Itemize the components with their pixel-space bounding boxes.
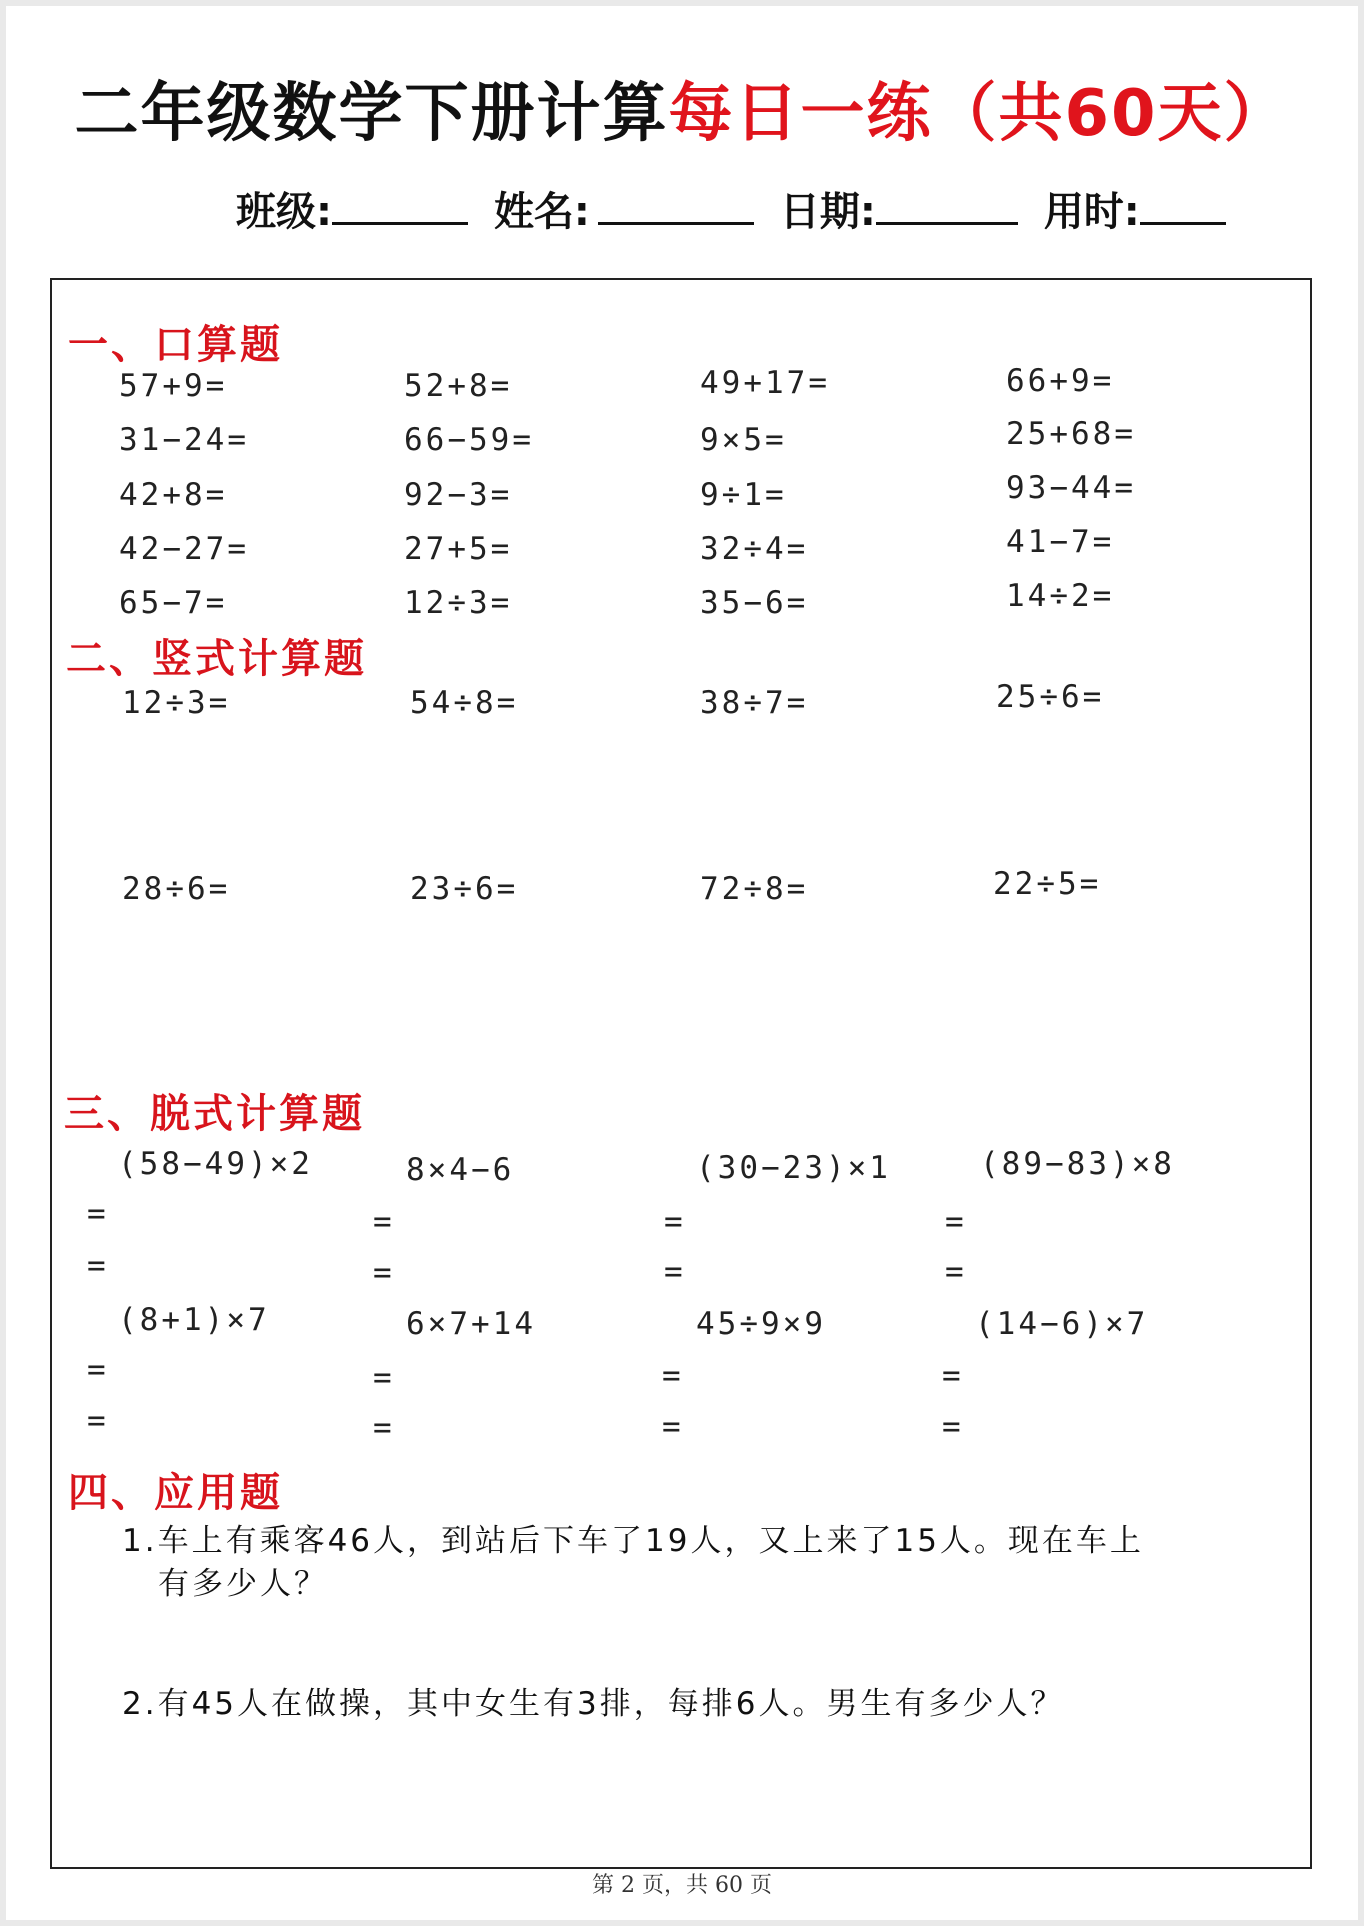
vertical-problem: 12÷3= <box>122 685 231 721</box>
title-main: 二年级数学下册计算 <box>74 77 669 151</box>
stepwise-problem: 6×7+14 <box>406 1306 536 1342</box>
oral-problem: 41−7= <box>1006 524 1115 560</box>
section-heading-vertical: 二、竖式计算题 <box>66 635 367 682</box>
page-title <box>0 62 1364 154</box>
equals-sign: = <box>373 1204 392 1240</box>
oral-problem: 9÷1= <box>700 477 787 513</box>
time-blank[interactable] <box>1140 186 1226 225</box>
vertical-problem: 54÷8= <box>410 685 519 721</box>
name-label: 姓名: <box>493 189 590 235</box>
vertical-problem: 25÷6= <box>996 679 1105 715</box>
vertical-problem: 38÷7= <box>700 685 809 721</box>
oral-problem: 35−6= <box>700 585 809 621</box>
equals-sign: = <box>662 1358 681 1394</box>
class-label: 班级: <box>236 189 332 235</box>
oral-problem: 32÷4= <box>700 531 809 567</box>
class-blank[interactable] <box>332 186 468 225</box>
equals-sign: = <box>945 1204 964 1240</box>
oral-problem: 49+17= <box>700 365 830 401</box>
equals-sign: = <box>87 1248 106 1284</box>
oral-problem: 25+68= <box>1006 416 1136 452</box>
equals-sign: = <box>87 1403 106 1439</box>
word-problem-1-line2: 有多少人？ <box>158 1566 328 1602</box>
content-frame <box>50 278 1312 1869</box>
oral-problem: 66−59= <box>404 422 534 458</box>
page-footer: 第 2 页，共 60 页 <box>592 1873 772 1898</box>
oral-problem: 92−3= <box>404 477 513 513</box>
equals-sign: = <box>942 1358 961 1394</box>
oral-problem: 66+9= <box>1006 363 1115 399</box>
oral-problem: 57+9= <box>119 368 228 404</box>
vertical-problem: 28÷6= <box>122 871 231 907</box>
section-heading-word-problems: 四、应用题 <box>68 1469 283 1516</box>
stepwise-problem: (89−83)×8 <box>980 1146 1175 1182</box>
oral-problem: 14÷2= <box>1006 578 1115 614</box>
section-heading-oral: 一、口算题 <box>68 321 283 368</box>
oral-problem: 31−24= <box>119 422 249 458</box>
vertical-problem: 72÷8= <box>700 871 809 907</box>
oral-problem: 12÷3= <box>404 585 513 621</box>
oral-problem: 65−7= <box>119 585 228 621</box>
word-problem-1-line1: 1.车上有乘客46人，到站后下车了19人，又上来了15人。现在车上 <box>122 1523 1144 1559</box>
equals-sign: = <box>373 1255 392 1291</box>
oral-problem: 52+8= <box>404 368 513 404</box>
equals-sign: = <box>662 1409 681 1445</box>
date-blank[interactable] <box>876 186 1018 225</box>
vertical-problem: 23÷6= <box>410 871 519 907</box>
equals-sign: = <box>373 1410 392 1446</box>
stepwise-problem: (14−6)×7 <box>975 1306 1149 1342</box>
section-heading-stepwise: 三、脱式计算题 <box>64 1090 365 1137</box>
oral-problem: 9×5= <box>700 422 787 458</box>
stepwise-problem: 8×4−6 <box>406 1152 515 1188</box>
equals-sign: = <box>373 1360 392 1396</box>
word-problem-2: 2.有45人在做操，其中女生有3排，每排6人。男生有多少人？ <box>122 1686 1065 1722</box>
stepwise-problem: 45÷9×9 <box>696 1306 826 1342</box>
time-label: 用时: <box>1043 189 1140 235</box>
equals-sign: = <box>664 1254 683 1290</box>
stepwise-problem: (30−23)×1 <box>696 1150 891 1186</box>
equals-sign: = <box>664 1204 683 1240</box>
oral-problem: 42−27= <box>119 531 249 567</box>
oral-problem: 42+8= <box>119 477 228 513</box>
date-label: 日期: <box>779 189 876 235</box>
equals-sign: = <box>87 1352 106 1388</box>
oral-problem: 93−44= <box>1006 470 1136 506</box>
vertical-problem: 22÷5= <box>993 866 1102 902</box>
stepwise-problem: (58−49)×2 <box>118 1146 313 1182</box>
equals-sign: = <box>945 1254 964 1290</box>
oral-problem: 27+5= <box>404 531 513 567</box>
equals-sign: = <box>942 1409 961 1445</box>
name-blank[interactable] <box>598 186 754 225</box>
stepwise-problem: (8+1)×7 <box>118 1302 270 1338</box>
info-line <box>236 180 1238 237</box>
title-highlight: 每日一练（共60天） <box>668 77 1290 151</box>
equals-sign: = <box>87 1196 106 1232</box>
